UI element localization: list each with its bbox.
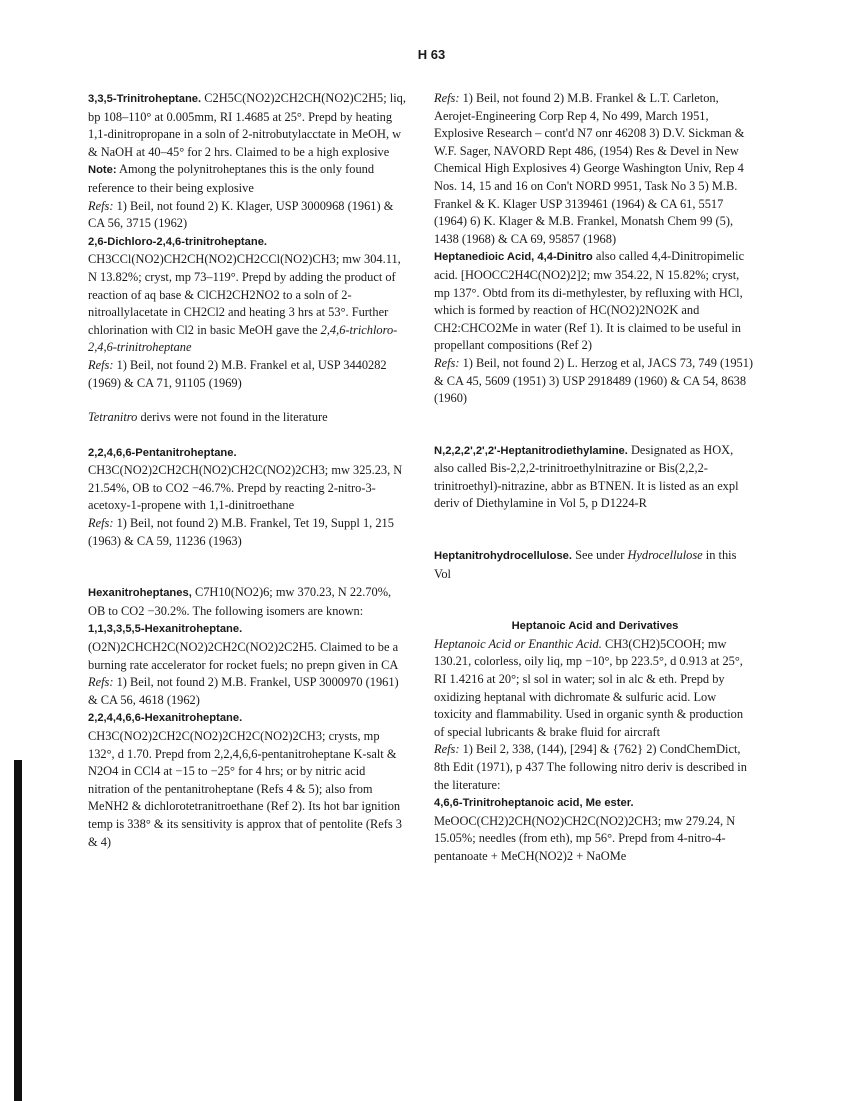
refs: Refs: 1) Beil, not found 2) L. Herzog et al, JACS 73, 749 (1951) & CA 45, 5609 (1951) 3) USP 2918489 (1960) & CA 54, 8638 (1960)	[434, 355, 754, 406]
entry-pentanitroheptane: 2,2,4,6,6-Pentanitroheptane. CH3C(NO2)2CH2CH(NO2)CH2C(NO2)2CH3; mw 325.23, N 21.54%, OB to CO2 −46.7%. Prepd by reacting 2-nitro-3-acetoxy-1-propene with 1,1-dinitroethane	[88, 446, 403, 513]
entry-heptanitrohydrocellulose: Heptanitrohydrocellulose. See under Hydrocellulose in this Vol	[434, 548, 737, 581]
entry-trinitroheptanoic-ester: 4,6,6-Trinitroheptanoic acid, Me ester. MeOOC(CH2)2CH(NO2)CH2C(NO2)2CH3; mw 279.24, N 15.05%; needles (from eth), mp 56°. Prepd from 4-nitro-4-pentanoate + MeCH(NO2)2 + NaOMe	[434, 797, 736, 863]
refs: Refs: 1) Beil 2, 338, (144), [294] & {762} 2) CondChemDict, 8th Edit (1971), p 437 The following nitro deriv is described in the literature:	[434, 742, 747, 792]
refs: Refs: 1) Beil, not found 2) M.B. Frankel et al, USP 3440282 (1969) & CA 71, 91105 (1969)	[88, 357, 387, 390]
refs: Refs: 1) Beil, not found 2) M.B. Frankel & L.T. Carleton, Aerojet-Engineering Corp Rep 4, No 499, March 1951, Explosive Research – cont'd N7 onr 46208 3) D.V. Sickman & W.F. Sager, NAVORD Rept 486, (1954) Res & Devel in New Chemical High Explosives 4) George Washington Univ, Rep 4 Nos. 14, 15 and 16 on Con't NORD 9951, Task No 3 5) M.B. Frankel & K. Klager USP 3139461 (1964) & CA 61, 5517 (1964) 6) K. Klager & M.B. Frankel, Monatsh Chem 99 (5), 1438 (1968) & CA 69, 95857 (1968)	[434, 91, 745, 246]
entry-heptanedioic-acid: Heptanedioic Acid, 4,4-Dinitro also called 4,4-Dinitropimelic acid. [HOOCC2H4C(NO2)2]2; mw 354.22, N 15.82%; cryst, mp 137°. Obtd from its di-methylester, by refluxing with HCl, which is formed by reaction of HC(NO2)2NO2K and CH2:CHCO2Me in water (Ref 1). It is claimed to be useful in propellant compositions (Ref 2)	[434, 249, 745, 353]
section-heading: Heptanoic Acid and Derivatives	[511, 620, 679, 633]
refs: Refs: 1) Beil, not found 2) K. Klager, USP 3000968 (1961) & CA 56, 3715 (1962)	[88, 198, 394, 231]
entry-heptanitrodiethylamine: N,2,2,2',2',2'-Heptanitrodiethylamine. Designated as HOX, also called Bis-2,2,2-trinitroethylnitrazine or Bis(2,2,2-trinitroethyl)-nitrazine, abbr as BTNEN. It is listed as an expl deriv of Diethylamine in Vol 5, p D1224-R	[434, 442, 739, 511]
tetranitro-note: Tetranitro derivs were not found in the literature	[88, 410, 328, 425]
refs: Refs: 1) Beil, not found 2) M.B. Frankel, USP 3000970 (1961) & CA 56, 4618 (1962)	[88, 675, 399, 707]
spacer	[434, 513, 756, 547]
right-column	[434, 90, 756, 866]
entry-hexanitroheptane-1: 1,1,3,3,5,5-Hexanitroheptane. (O2N)2CHCH2C(NO2)2CH2C(NO2)2C2H5. Claimed to be a burning rate accelerator for rocket fuels; no prepn given in CA	[88, 623, 399, 672]
entry-trinitroheptane: 3,3,5-Trinitroheptane. C2H5C(NO2)2CH2CH(NO2)C2H5; liq, bp 108–110° at 0.005mm, RI 1.4685 at 25°. Prepd by heating 1,1-dinitropropane in a soln of 2-nitrobutylacctate in MeOH, w & NaOH at 40–45° for 2 hrs. Claimed to be a high explosive	[88, 91, 406, 159]
left-column	[88, 90, 406, 851]
entry-heptanoic-acid: Heptanoic Acid or Enanthic Acid. CH3(CH2)5COOH; mw 130.21, colorless, oily liq, mp −10°, bp 223.5°, d 0.913 at 25°, RI 1.4216 at 20°; sl sol in water; sol in alc & eth. Prepd by oxidizing heptanal with dichromate & sulfuric acid. Low toxicity and flammability. Used in organic synth & production of special lubricants & brake fluid for aircraft	[434, 636, 744, 739]
spacer	[88, 427, 406, 444]
entry-dichloro-trinitroheptane: 2,6-Dichloro-2,4,6-trinitroheptane. CH3CCl(NO2)CH2CH(NO2)CH2CCl(NO2)CH3; mw 304.11, N 13.82%; cryst, mp 73–119°. Prepd by adding the product of reaction of aq base & ClCH2CH2NO2 to a soln of 2-nitroallylacetate in CH2Cl2 and heating 3 hrs at 53°. Further chlorination with Cl2 in basic MeOH gave the 2,4,6-trichloro-2,4,6-trinitroheptane	[88, 235, 401, 355]
spacer	[434, 408, 756, 442]
scan-edge-bar	[14, 760, 22, 1101]
entry-hexanitroheptane-2: 2,2,4,4,6,6-Hexanitroheptane. CH3C(NO2)2CH2C(NO2)2CH2C(NO2)2CH3; crysts, mp 132°, d 1.70. Prepd from 2,2,4,6,6-pentanitroheptane K-salt & N2O4 in CCl4 at −15 to −25° for 4 hrs; or by nitric acid nitration of the pentanitroheptane (Refs 4 & 5); also from MeNH2 & dichlorotetranitroethane (Ref 2). Its hot bar ignition temp is 338° & its sensitivity is approx that of pentolite (Refs 3 & 4)	[88, 712, 403, 849]
note: Note: Among the polynitroheptanes this is the only found reference to their being explosive	[88, 162, 375, 195]
spacer	[88, 550, 406, 584]
spacer	[434, 583, 756, 617]
entry-hexanitroheptanes: Hexanitroheptanes, C7H10(NO2)6; mw 370.23, N 22.70%, OB to CO2 −30.2%. The following isomers are known:	[88, 585, 392, 618]
page-header: H 63	[417, 47, 446, 62]
refs: Refs: 1) Beil, not found 2) M.B. Frankel, Tet 19, Suppl 1, 215 (1963) & CA 59, 11236 (1963)	[88, 516, 394, 548]
spacer	[88, 392, 406, 409]
